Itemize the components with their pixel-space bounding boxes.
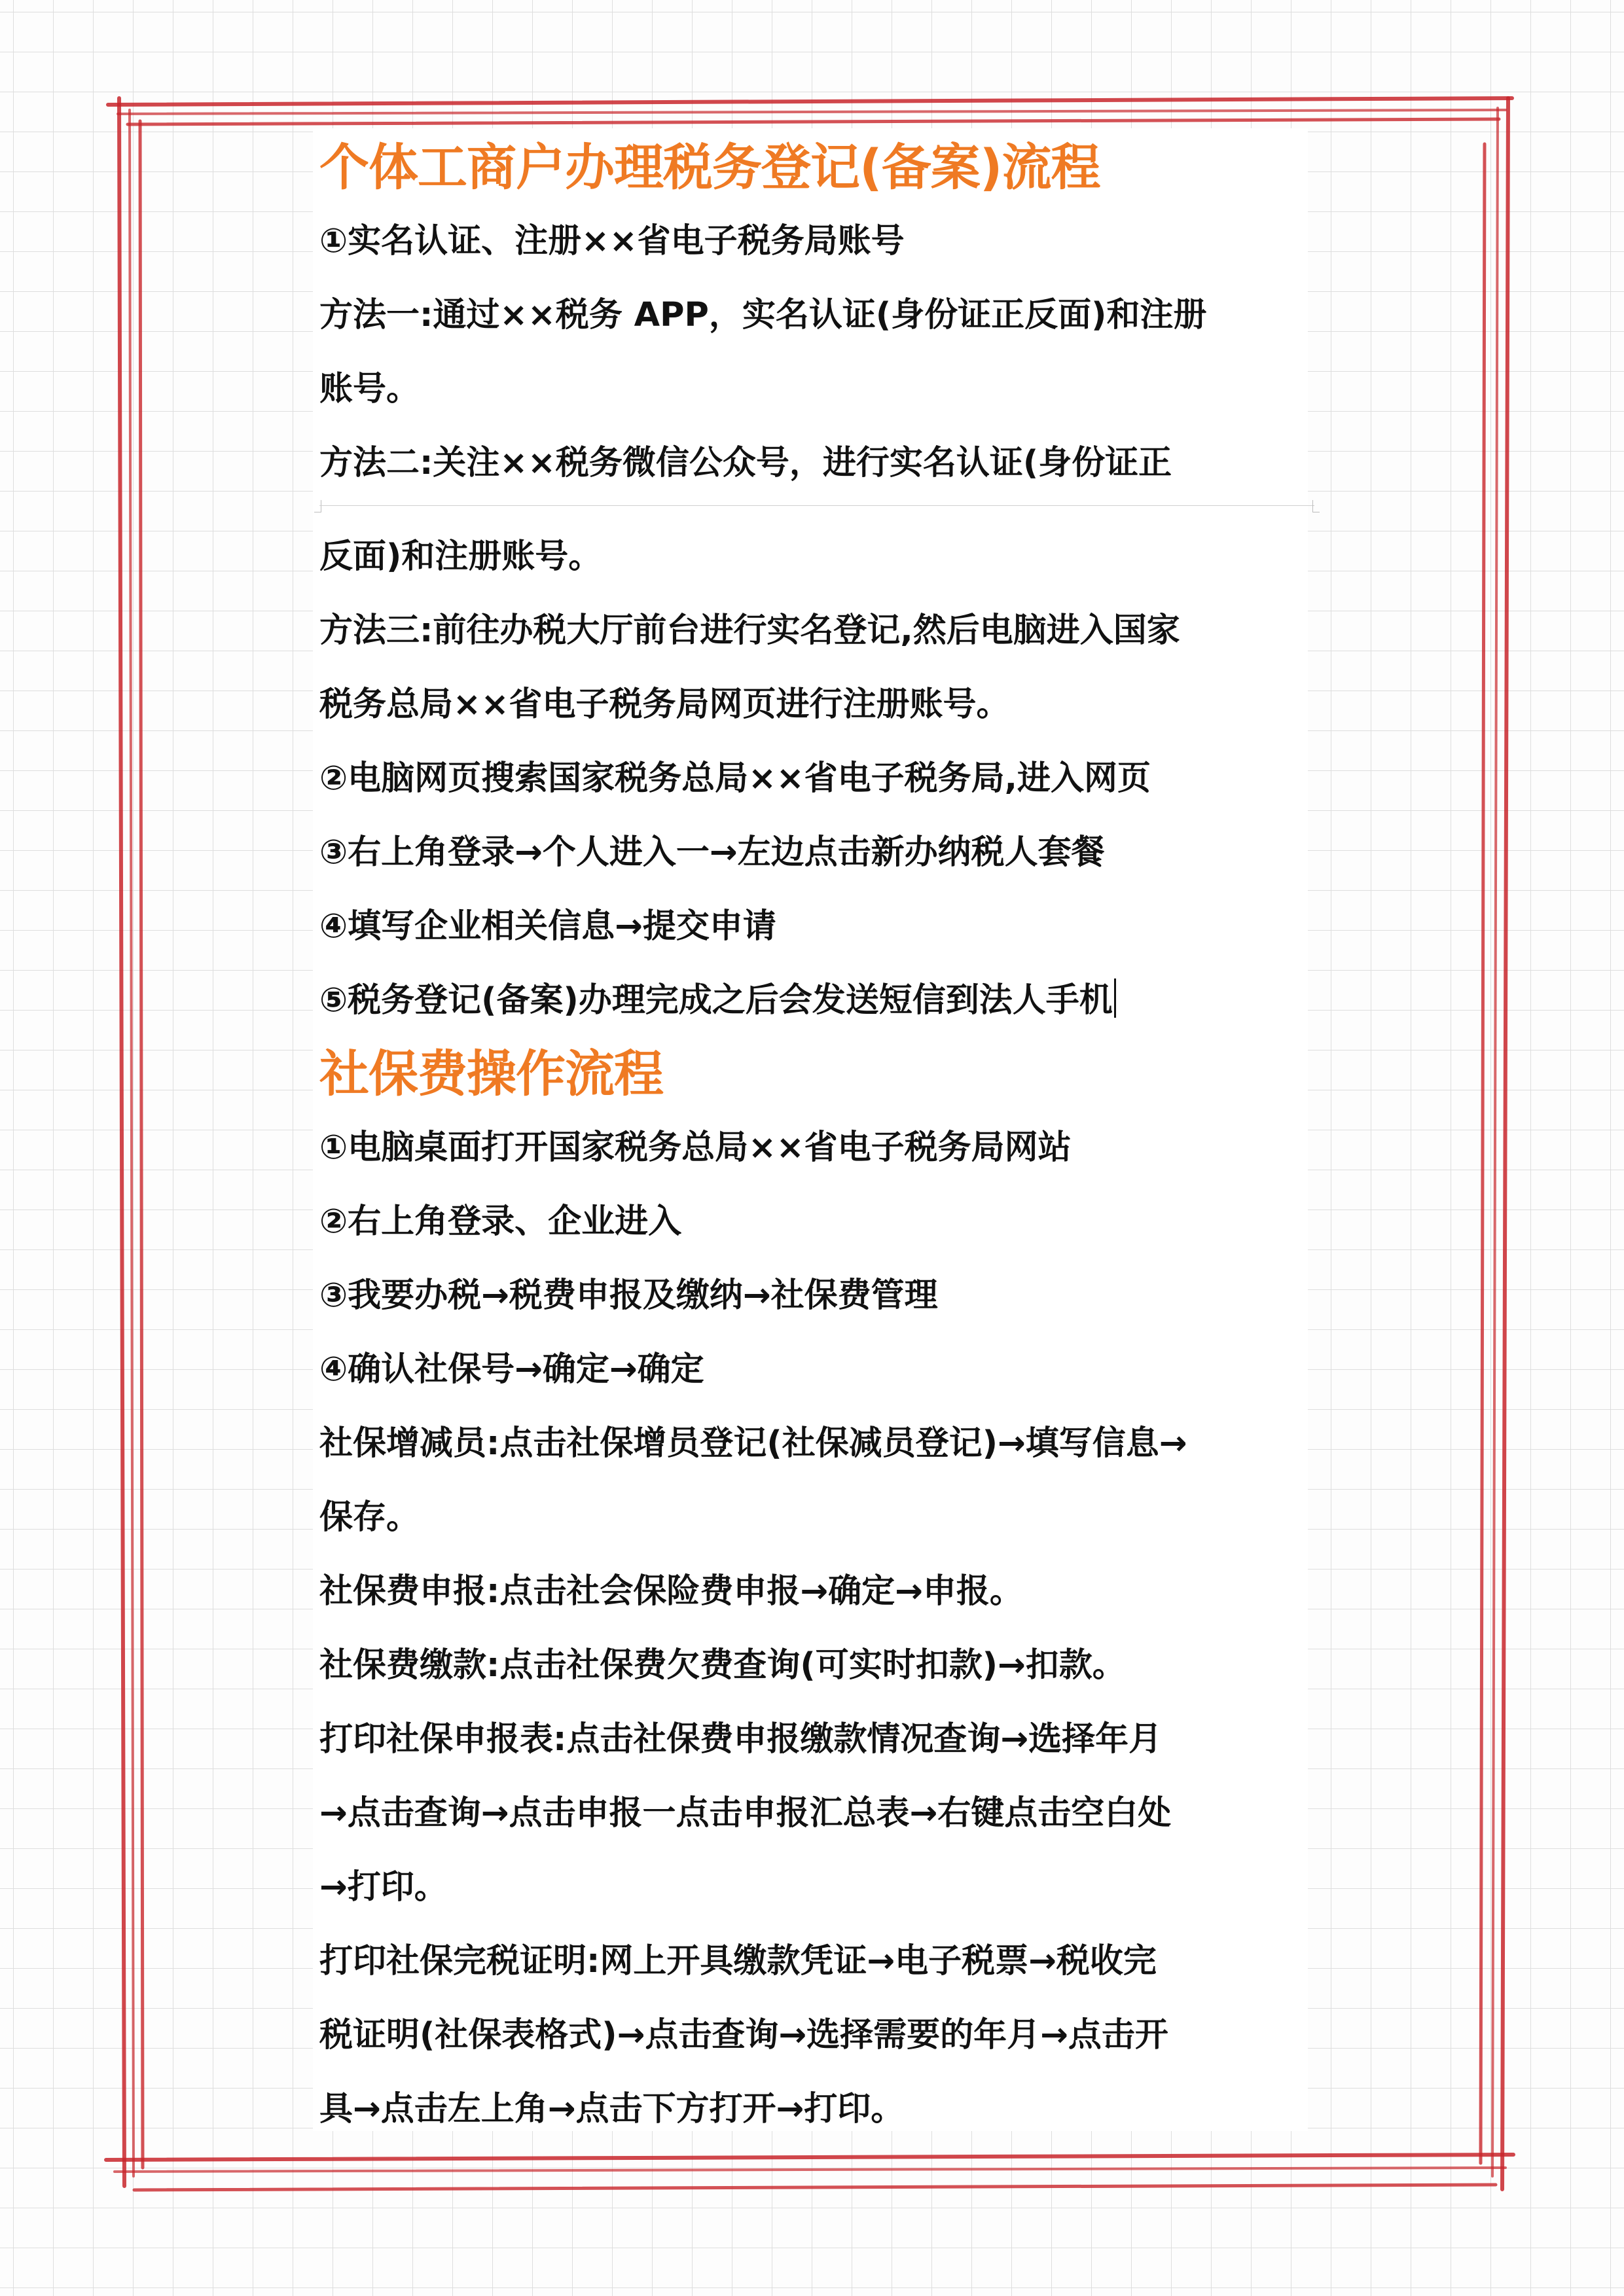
method-line: 账号。 (319, 370, 420, 408)
step-line: ②电脑网页搜索国家税务总局××省电子税务局,进入网页 (319, 759, 1151, 798)
detail-line: 社保费缴款:点击社保费欠费查询(可实时扣款)→扣款。 (319, 1646, 1126, 1685)
step-line: ①电脑桌面打开国家税务总局××省电子税务局网站 (319, 1128, 1072, 1167)
detail-line: 打印社保完税证明:网上开具缴款凭证→电子税票→税收完 (319, 1942, 1157, 1981)
step-line: ①实名认证、注册××省电子税务局账号 (319, 222, 905, 260)
method-line: 方法二:关注××税务微信公众号，进行实名认证(身份证正 (319, 444, 1172, 482)
margin-mark (314, 500, 321, 512)
detail-line: 税证明(社保表格式)→点击查询→选择需要的年月→点击开 (319, 2016, 1168, 2054)
detail-line: 社保增减员:点击社保增员登记(社保减员登记)→填写信息→ (319, 1424, 1187, 1463)
method-line: 反面)和注册账号。 (319, 537, 602, 576)
detail-line: 保存。 (319, 1498, 420, 1537)
method-line: 税务总局××省电子税务局网页进行注册账号。 (319, 685, 1010, 724)
section-title-tax-registration: 个体工商户办理税务登记(备案)流程 (319, 138, 1100, 196)
step-line: ③我要办税→税费申报及缴纳→社保费管理 (319, 1276, 938, 1315)
step-line: ③右上角登录→个人进入一→左边点击新办纳税人套餐 (319, 833, 1105, 872)
step-line: ②右上角登录、企业进入 (319, 1202, 682, 1241)
step-line: ④填写企业相关信息→提交申请 (319, 907, 776, 946)
page-break-rule (319, 505, 1314, 506)
method-line: 方法一:通过××税务 APP，实名认证(身份证正反面)和注册 (319, 296, 1207, 334)
detail-line: 社保费申报:点击社会保险费申报→确定→申报。 (319, 1572, 1023, 1611)
text-cursor (1114, 978, 1116, 1018)
section-title-social-insurance: 社保费操作流程 (319, 1045, 663, 1103)
detail-line: →点击查询→点击申报一点击申报汇总表→右键点击空白处 (319, 1794, 1172, 1833)
page-break-marker (319, 500, 1314, 520)
step-line-with-cursor[interactable] (319, 963, 1314, 1037)
detail-line: →打印。 (319, 1868, 448, 1907)
step-text: ⑤税务登记(备案)办理完成之后会发送短信到法人手机 (319, 981, 1113, 1020)
detail-line: 具→点击左上角→点击下方打开→打印。 (319, 2090, 905, 2128)
document-content (319, 131, 1314, 2146)
method-line: 方法三:前往办税大厅前台进行实名登记,然后电脑进入国家 (319, 611, 1180, 650)
step-line: ④确认社保号→确定→确定 (319, 1350, 704, 1389)
margin-mark (1312, 500, 1320, 512)
detail-line: 打印社保申报表:点击社保费申报缴款情况查询→选择年月 (319, 1720, 1163, 1759)
